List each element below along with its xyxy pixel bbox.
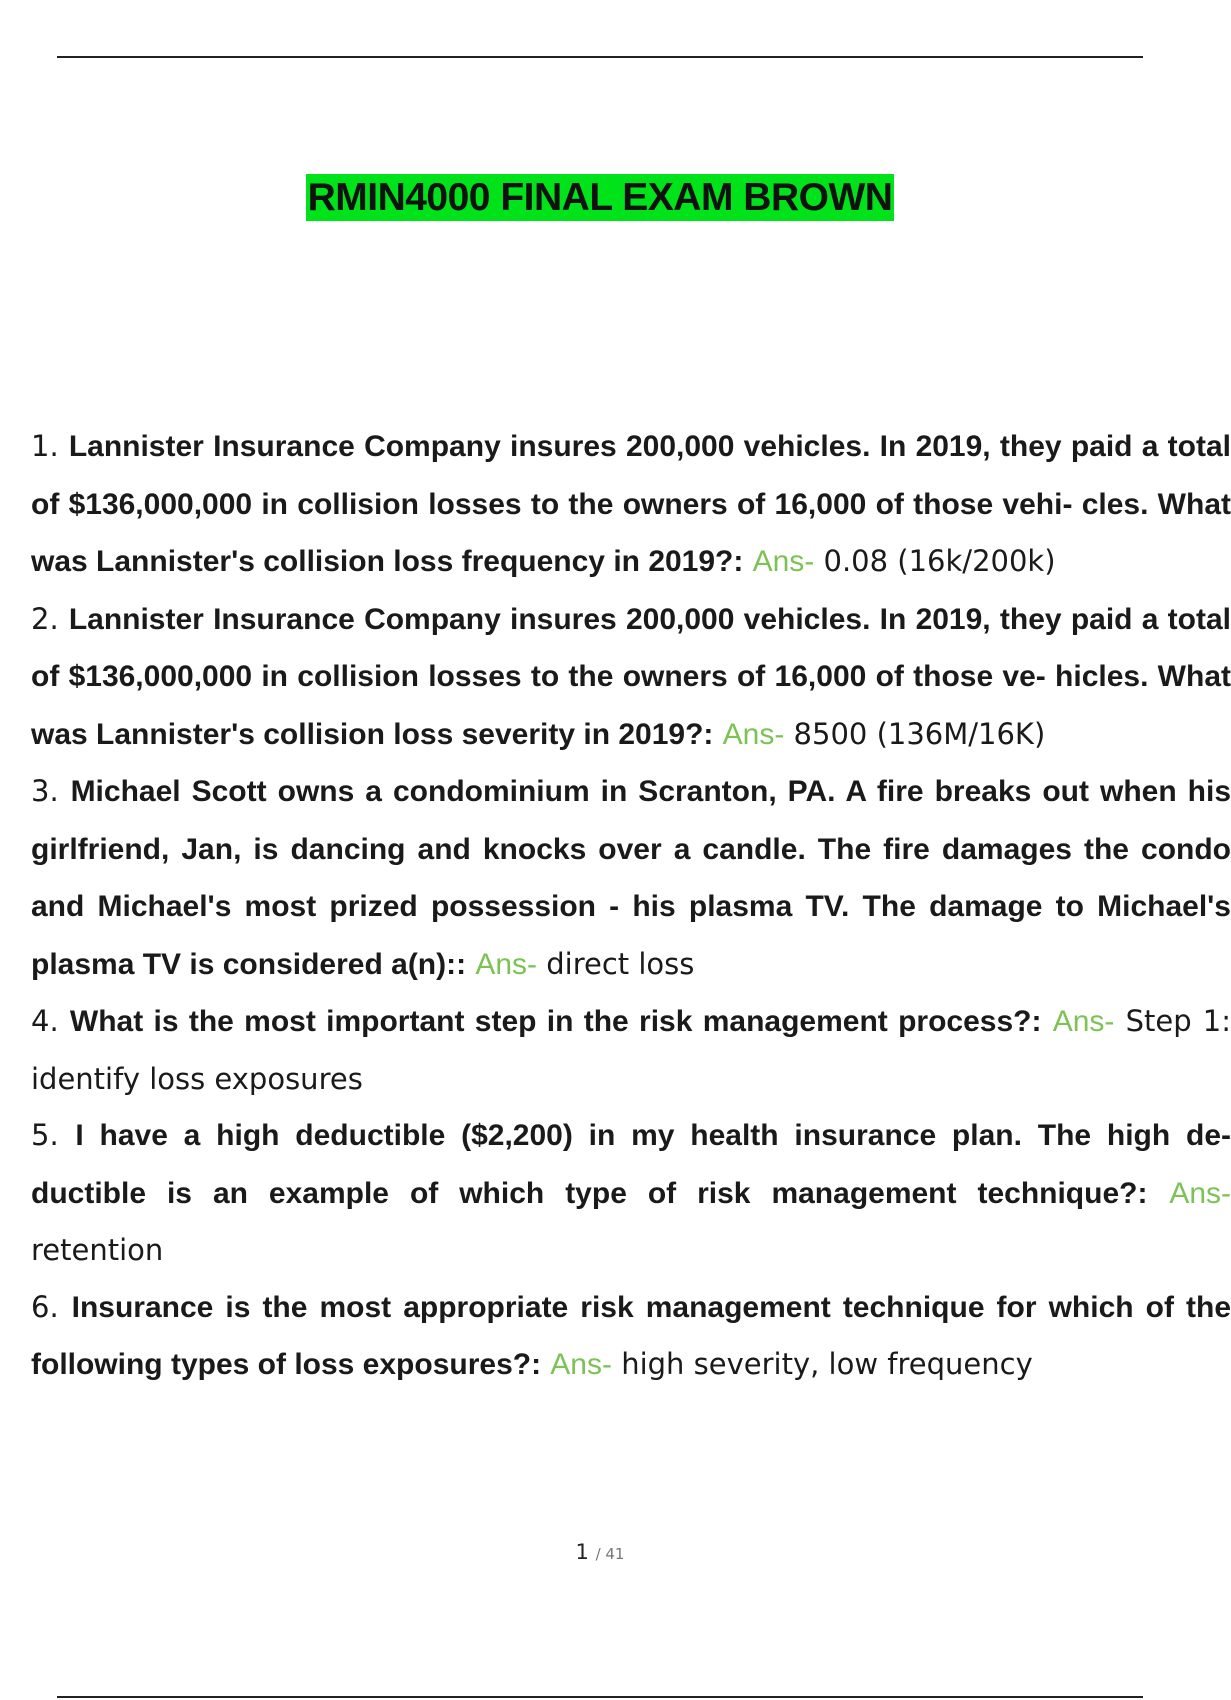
answer-label: Ans- — [722, 717, 785, 751]
question-number: 4. — [31, 1004, 59, 1038]
question-number: 5. — [31, 1118, 59, 1152]
answer-label: Ans- — [475, 947, 538, 981]
page-current: 1 — [575, 1540, 589, 1564]
answer-text: direct loss — [546, 946, 695, 981]
question-item — [31, 763, 1231, 993]
question-text: Lannister Insurance Company insures 200,000 vehicles. In 2019, they paid a total of $136,000,000 in collision losses to the owners of 16,000 of those vehi- cles. What was Lannister's collision loss frequency in 2019?: — [31, 430, 1231, 578]
question-item — [31, 591, 1231, 764]
question-item — [31, 993, 1231, 1107]
page-total: / 41 — [595, 1545, 625, 1563]
question-number: 2. — [31, 601, 59, 636]
question-text: Lannister Insurance Company insures 200,000 vehicles. In 2019, they paid a total of $136,000,000 in collision losses to the owners of 16,000 of those ve- hicles. What was Lannister's collision loss severity in 2019?: — [31, 602, 1231, 751]
question-number: 3. — [31, 774, 59, 808]
document-title: RMIN4000 FINAL EXAM BROWN — [307, 176, 893, 219]
page-number — [0, 1540, 1200, 1564]
question-text: I have a high deductible ($2,200) in my health insurance plan. The high de- ductible is an example of which type of risk management technique?: — [31, 1119, 1231, 1210]
question-item — [31, 1279, 1231, 1394]
bottom-rule — [57, 1696, 1143, 1698]
question-number: 1. — [31, 429, 59, 463]
answer-text: Step 1: identify loss exposures — [31, 1004, 1231, 1096]
top-rule — [57, 56, 1143, 58]
question-number: 6. — [31, 1289, 59, 1324]
answer-text: 0.08 (16k/200k) — [823, 544, 1056, 578]
answer-label: Ans- — [752, 545, 815, 578]
question-item — [31, 1107, 1231, 1279]
answer-label: Ans- — [1052, 1005, 1115, 1038]
question-text: Michael Scott owns a condominium in Scranton, PA. A fire breaks out when his girlfriend, Jan, is dancing and knocks over a candle. The fire damages the condo and Michael's most prized possession - his plasma TV. The damage to Michael's plasma TV is considered a(n):: — [31, 775, 1231, 981]
answer-label: Ans- — [550, 1348, 612, 1381]
answer-label: Ans- — [1169, 1176, 1231, 1210]
question-list — [31, 418, 1231, 1394]
question-text: What is the most important step in the risk management process?: — [69, 1005, 1042, 1038]
title-container — [0, 174, 1200, 221]
answer-text: high severity, low frequency — [621, 1347, 1033, 1381]
answer-text: 8500 (136M/16K) — [793, 716, 1046, 751]
answer-text: retention — [31, 1233, 164, 1267]
question-text: Insurance is the most appropriate risk management technique for which of the following types of loss exposures?: — [31, 1290, 1231, 1381]
question-item — [31, 418, 1231, 591]
